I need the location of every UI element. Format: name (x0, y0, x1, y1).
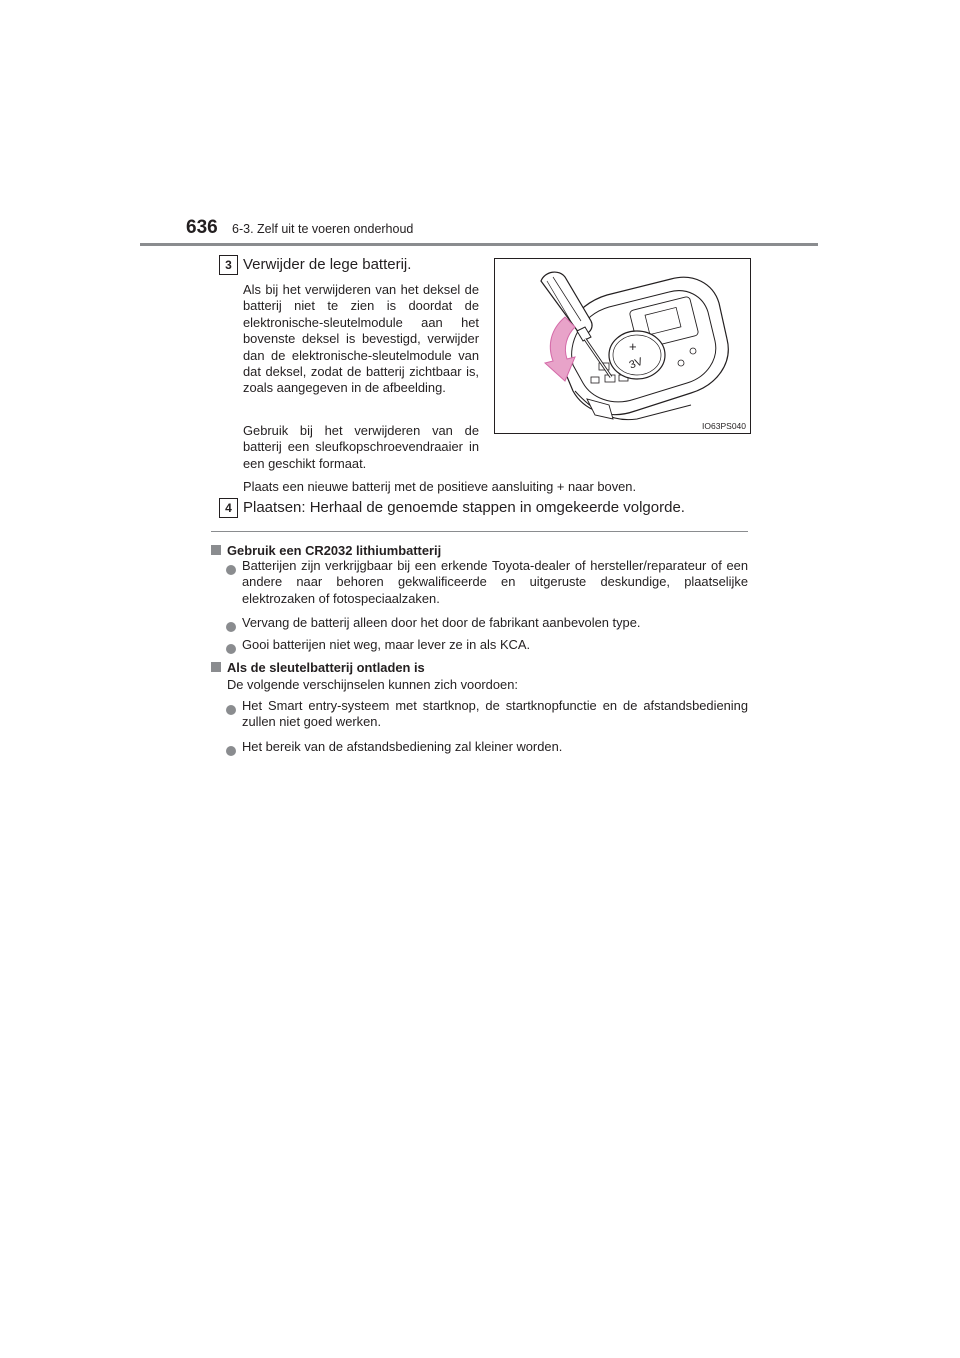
note-heading-text: Als de sleutelbatterij ontladen is (227, 660, 425, 675)
page-number: 636 (186, 217, 218, 238)
battery-plus-label: + (629, 339, 637, 354)
step-4-title: Plaatsen: Herhaal de genoemde stappen in omgekeerde volgorde. (243, 499, 685, 516)
step-4-badge: 4 (219, 498, 238, 518)
header-rule (140, 243, 818, 246)
bullet-dot-icon (226, 702, 236, 720)
note-bullet-smart-entry: Het Smart entry-systeem met startknop, de startknopfunctie en de afstandsbediening zullen niet goed werken. (242, 698, 748, 730)
note-bullet-disposal: Gooi batterijen niet weg, maar lever ze in als KCA. (242, 637, 531, 652)
bullet-dot-icon (226, 743, 236, 761)
note-bullet-range: Het bereik van de afstandsbediening zal kleiner worden. (242, 739, 563, 754)
battery-removal-figure (494, 258, 751, 434)
step-3-badge: 3 (219, 255, 238, 275)
section-divider (211, 531, 748, 532)
battery-voltage-label: 3V (627, 355, 645, 372)
bullet-dot-icon (226, 562, 236, 580)
note-bullet-availability: Batterijen zijn verkrijgbaar bij een erkende Toyota-dealer of hersteller/reparateur of een andere naar behoren gekwalificeerde en uitgeruste deskundige, plaatselijke elektrozaken of fotospeciaalzaken. (242, 558, 748, 606)
bullet-dot-icon (226, 641, 236, 659)
step-3-paragraph-2: Gebruik bij het verwijderen van de batterij een sleufkopschroevendraaier in een geschikt formaat. (243, 423, 479, 471)
bullet-dot-icon (226, 619, 236, 637)
note-bullet-replace-type: Vervang de batterij alleen door het door de fabrikant aanbevolen type. (242, 615, 641, 630)
section-title: 6-3. Zelf uit te voeren onderhoud (232, 222, 414, 236)
step-3-title: Verwijder de lege batterij. (243, 256, 412, 273)
step-3-paragraph-3: Plaats een nieuwe batterij met de positieve aansluiting + naar boven. (243, 479, 637, 494)
note-heading-battery-depleted (211, 659, 425, 677)
note-intro-text: De volgende verschijnselen kunnen zich voordoen: (227, 677, 518, 692)
figure-code: IO63PS040 (702, 421, 746, 431)
square-bullet-icon (211, 545, 221, 555)
square-bullet-icon (211, 662, 221, 672)
key-fob-battery-illustration (495, 259, 750, 433)
note-heading-text: Gebruik een CR2032 lithiumbatterij (227, 543, 442, 558)
step-3-paragraph-1: Als bij het verwijderen van het deksel de batterij niet te zien is doordat de elektronische-sleutelmodule aan het bovenste deksel is bevestigd, verwijder dan de elektronische-sleutelmodule van dat deksel, zodat de batterij zichtbaar is, zoals aangegeven in de afbeelding. (243, 282, 479, 396)
